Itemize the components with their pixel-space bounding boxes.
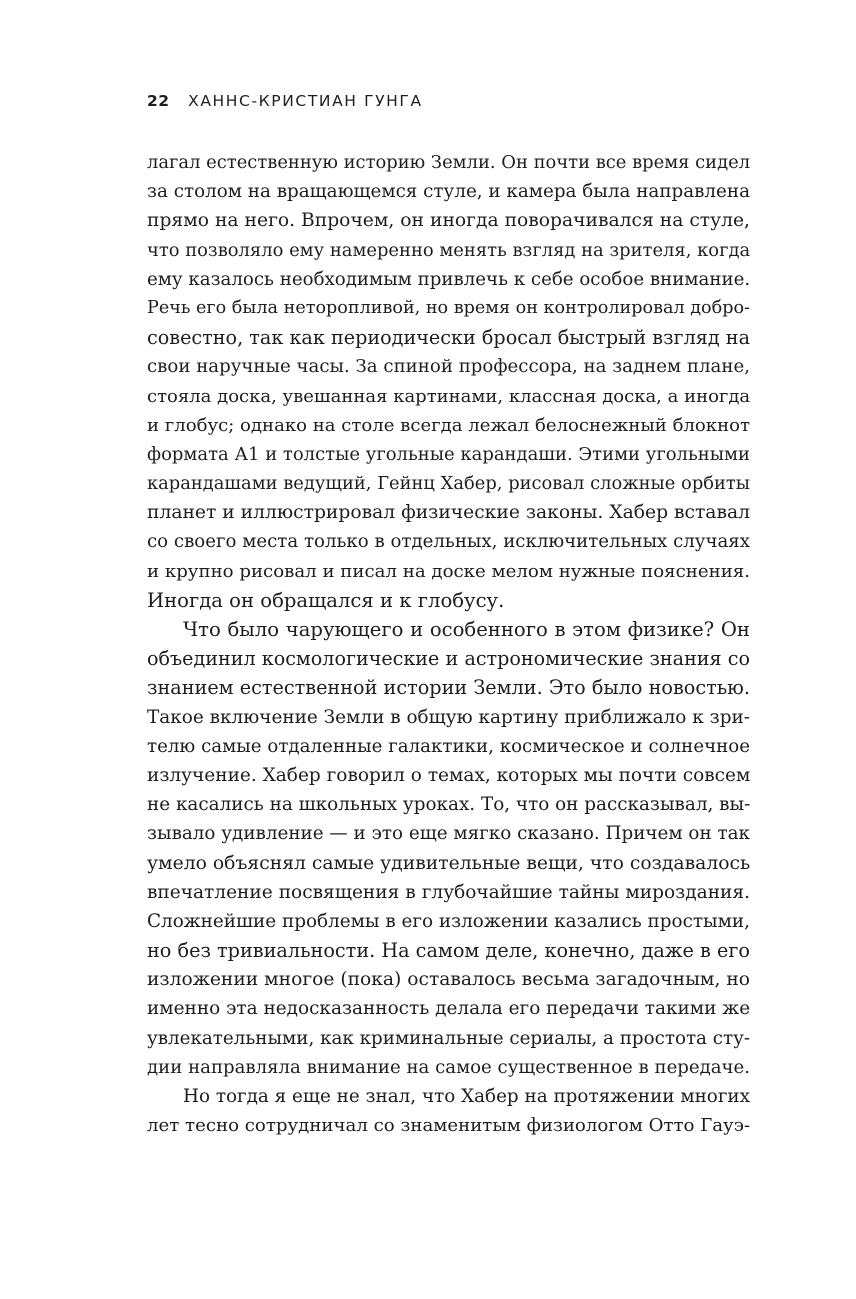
text-line: объединил космологические и астрономические знания со: [147, 647, 750, 671]
text-line: излучение. Хабер говорил о темах, которых мы почти совсем: [147, 764, 751, 786]
text-line: и глобус; однако на столе всегда лежал белоснежный блокнот: [147, 414, 751, 436]
text-line: умело объяснял самые удивительные вещи, что создавалось: [147, 852, 751, 874]
text-line: дии направляла внимание на самое существенное в передаче.: [147, 1056, 750, 1078]
text-line: Речь его была неторопливой, но время он контролировал добро-: [147, 297, 750, 318]
text-line: зывало удивление — и это еще мягко сказано. Причем он так: [147, 823, 750, 845]
text-line: планет и иллюстрировал физические законы. Хабер вставал: [147, 502, 750, 524]
text-line: формата А1 и толстые угольные карандаши. Этими угольными: [147, 443, 750, 465]
text-line: совестно, так как периодически бросал быстрый взгляд на: [147, 326, 750, 350]
text-line: что позволяло ему намеренно менять взгляд на зрителя, когда: [147, 239, 751, 261]
text-line: знанием естественной истории Земли. Это было новостью.: [147, 676, 750, 700]
text-line: со своего места только в отдельных, исключительных случаях: [147, 531, 750, 553]
text-line: увлекательными, как криминальные сериалы, а простота сту-: [147, 1027, 751, 1049]
text-line: но без тривиальности. На самом деле, конечно, даже в его: [147, 939, 750, 963]
text-line: именно эта недосказанность делала его передачи такими же: [147, 998, 751, 1020]
text-line: и крупно рисовал и писал на доске мелом нужные пояснения.: [147, 560, 751, 582]
text-line: карандашами ведущий, Гейнц Хабер, рисовал сложные орбиты: [147, 473, 750, 495]
text-line: за столом на вращающемся стуле, и камера была направлена: [147, 181, 750, 203]
text-line: прямо на него. Впрочем, он иногда поворачивался на стуле,: [147, 210, 750, 232]
text-line: Что было чарующего и особенного в этом физике? Он: [183, 618, 750, 641]
running-head: [147, 92, 423, 110]
text-line: Иногда он обращался и к глобусу.: [147, 588, 505, 612]
text-line: лагал естественную историю Земли. Он почти все время сидел: [147, 152, 751, 173]
text-line: телю самые отдаленные галактики, космическое и солнечное: [147, 735, 750, 757]
running-title: ХАННС-КРИСТИАН ГУНГА: [188, 92, 423, 110]
text-line: лет тесно сотрудничал со знаменитым физиологом Отто Гауэ-: [147, 1115, 751, 1137]
text-line: впечатление посвящения в глубочайшие тайны мироздания.: [147, 881, 750, 903]
text-line: Такое включение Земли в общую картину приближало к зри-: [147, 706, 750, 728]
text-line: не касались на школьных уроках. То, что он рассказывал, вы-: [147, 794, 751, 816]
text-line: изложении многое (пока) оставалось весьма загадочным, но: [147, 969, 750, 991]
text-line: Но тогда я еще не знал, что Хабер на протяжении многих: [183, 1086, 750, 1107]
text-line: свои наручные часы. За спиной профессора, на заднем плане,: [147, 356, 750, 378]
text-line: ему казалось необходимым привлечь к себе особое внимание.: [147, 268, 751, 290]
text-line: стояла доска, увешанная картинами, классная доска, а иногда: [147, 385, 751, 407]
body-text: [147, 148, 750, 1140]
text-line: Сложнейшие проблемы в его изложении казались простыми,: [147, 910, 750, 932]
page-number: 22: [147, 92, 170, 110]
